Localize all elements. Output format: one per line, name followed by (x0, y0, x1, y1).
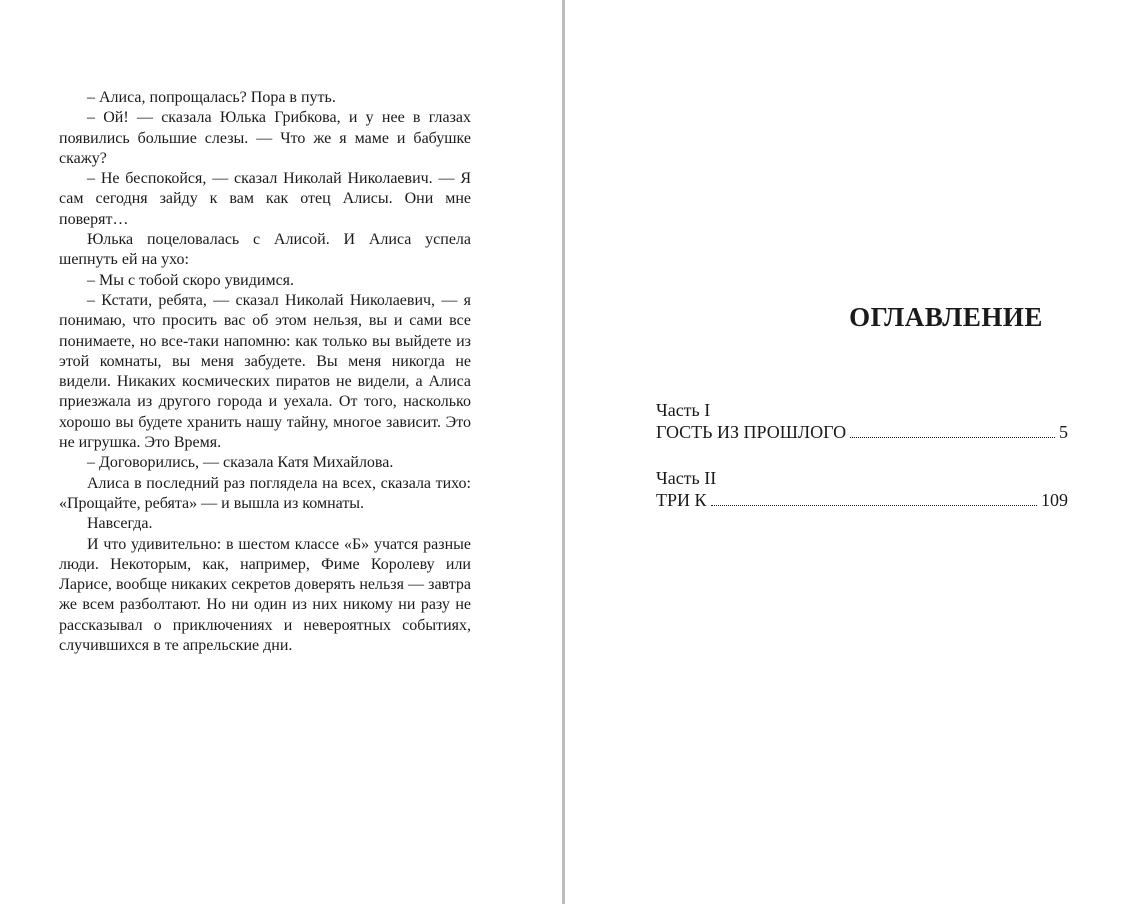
toc-part-label: Часть I (656, 400, 711, 420)
paragraph: Алиса в последний раз поглядела на всех, сказала тихо: «Прощайте, ребята» — и вышла из комнаты. (59, 474, 471, 512)
toc-part (656, 467, 1068, 512)
toc-page-number: 5 (1059, 422, 1068, 442)
toc-heading: ОГЛАВЛЕНИЕ (849, 302, 1043, 332)
paragraph: И что удивительно: в шестом классе «Б» учатся разные люди. Некоторым, как, например, Фиме Королеву или Ларисе, вообще никаких секретов доверять нельзя — завтра же всем разболтают. Но ни один из них никому ни разу не рассказывал о приключениях и невероятных событиях, случившихся в те апрельские дни. (59, 535, 471, 655)
toc-heading-wrap (777, 299, 1115, 335)
paragraph: – Договорились, — сказала Катя Михайлова. (87, 454, 394, 472)
paragraph: – Алиса, попрощалась? Пора в путь. (87, 89, 336, 106)
table-of-contents (656, 399, 1068, 535)
paragraph: Навсегда. (87, 515, 153, 533)
toc-entry[interactable] (656, 489, 1068, 512)
paragraph: – Мы с тобой скоро увидимся. (87, 271, 295, 289)
story-text (59, 88, 471, 656)
paragraph: – Кстати, ребята, — сказал Николай Николаевич, — я понимаю, что просить вас об этом нельзя, вы и сами все понимаете, но все-таки напомню: как только вы выйдете из этой комнаты, вы меня забудете. Вы меня никогда не видели. Никаких космических пиратов не видели, а Алиса приезжала из другого города и уехала. От того, насколько хорошо вы будете хранить нашу тайну, многое зависит. Это не игрушка. Это Время. (59, 291, 471, 452)
toc-part (656, 399, 1068, 444)
right-page (565, 0, 1125, 904)
toc-entry-title: ТРИ К (656, 490, 707, 510)
toc-entry-title: ГОСТЬ ИЗ ПРОШЛОГО (656, 422, 847, 442)
left-page (0, 0, 562, 904)
toc-leader-dots (711, 505, 1037, 506)
paragraph: – Не беспокойся, — сказал Николай Николаевич. — Я сам сегодня зайду к вам как отец Алисы. Они мне поверят… (59, 170, 471, 228)
toc-page-number: 109 (1041, 490, 1068, 510)
paragraph: – Ой! — сказала Юлька Грибкова, и у нее в глазах появились большие слезы. — Что же я маме и бабушке скажу? (59, 109, 471, 167)
toc-part-label: Часть II (656, 468, 717, 488)
toc-entry[interactable] (656, 421, 1068, 444)
paragraph: Юлька поцеловалась с Алисой. И Алиса успела шепнуть ей на ухо: (59, 231, 471, 269)
toc-leader-dots (850, 437, 1055, 438)
